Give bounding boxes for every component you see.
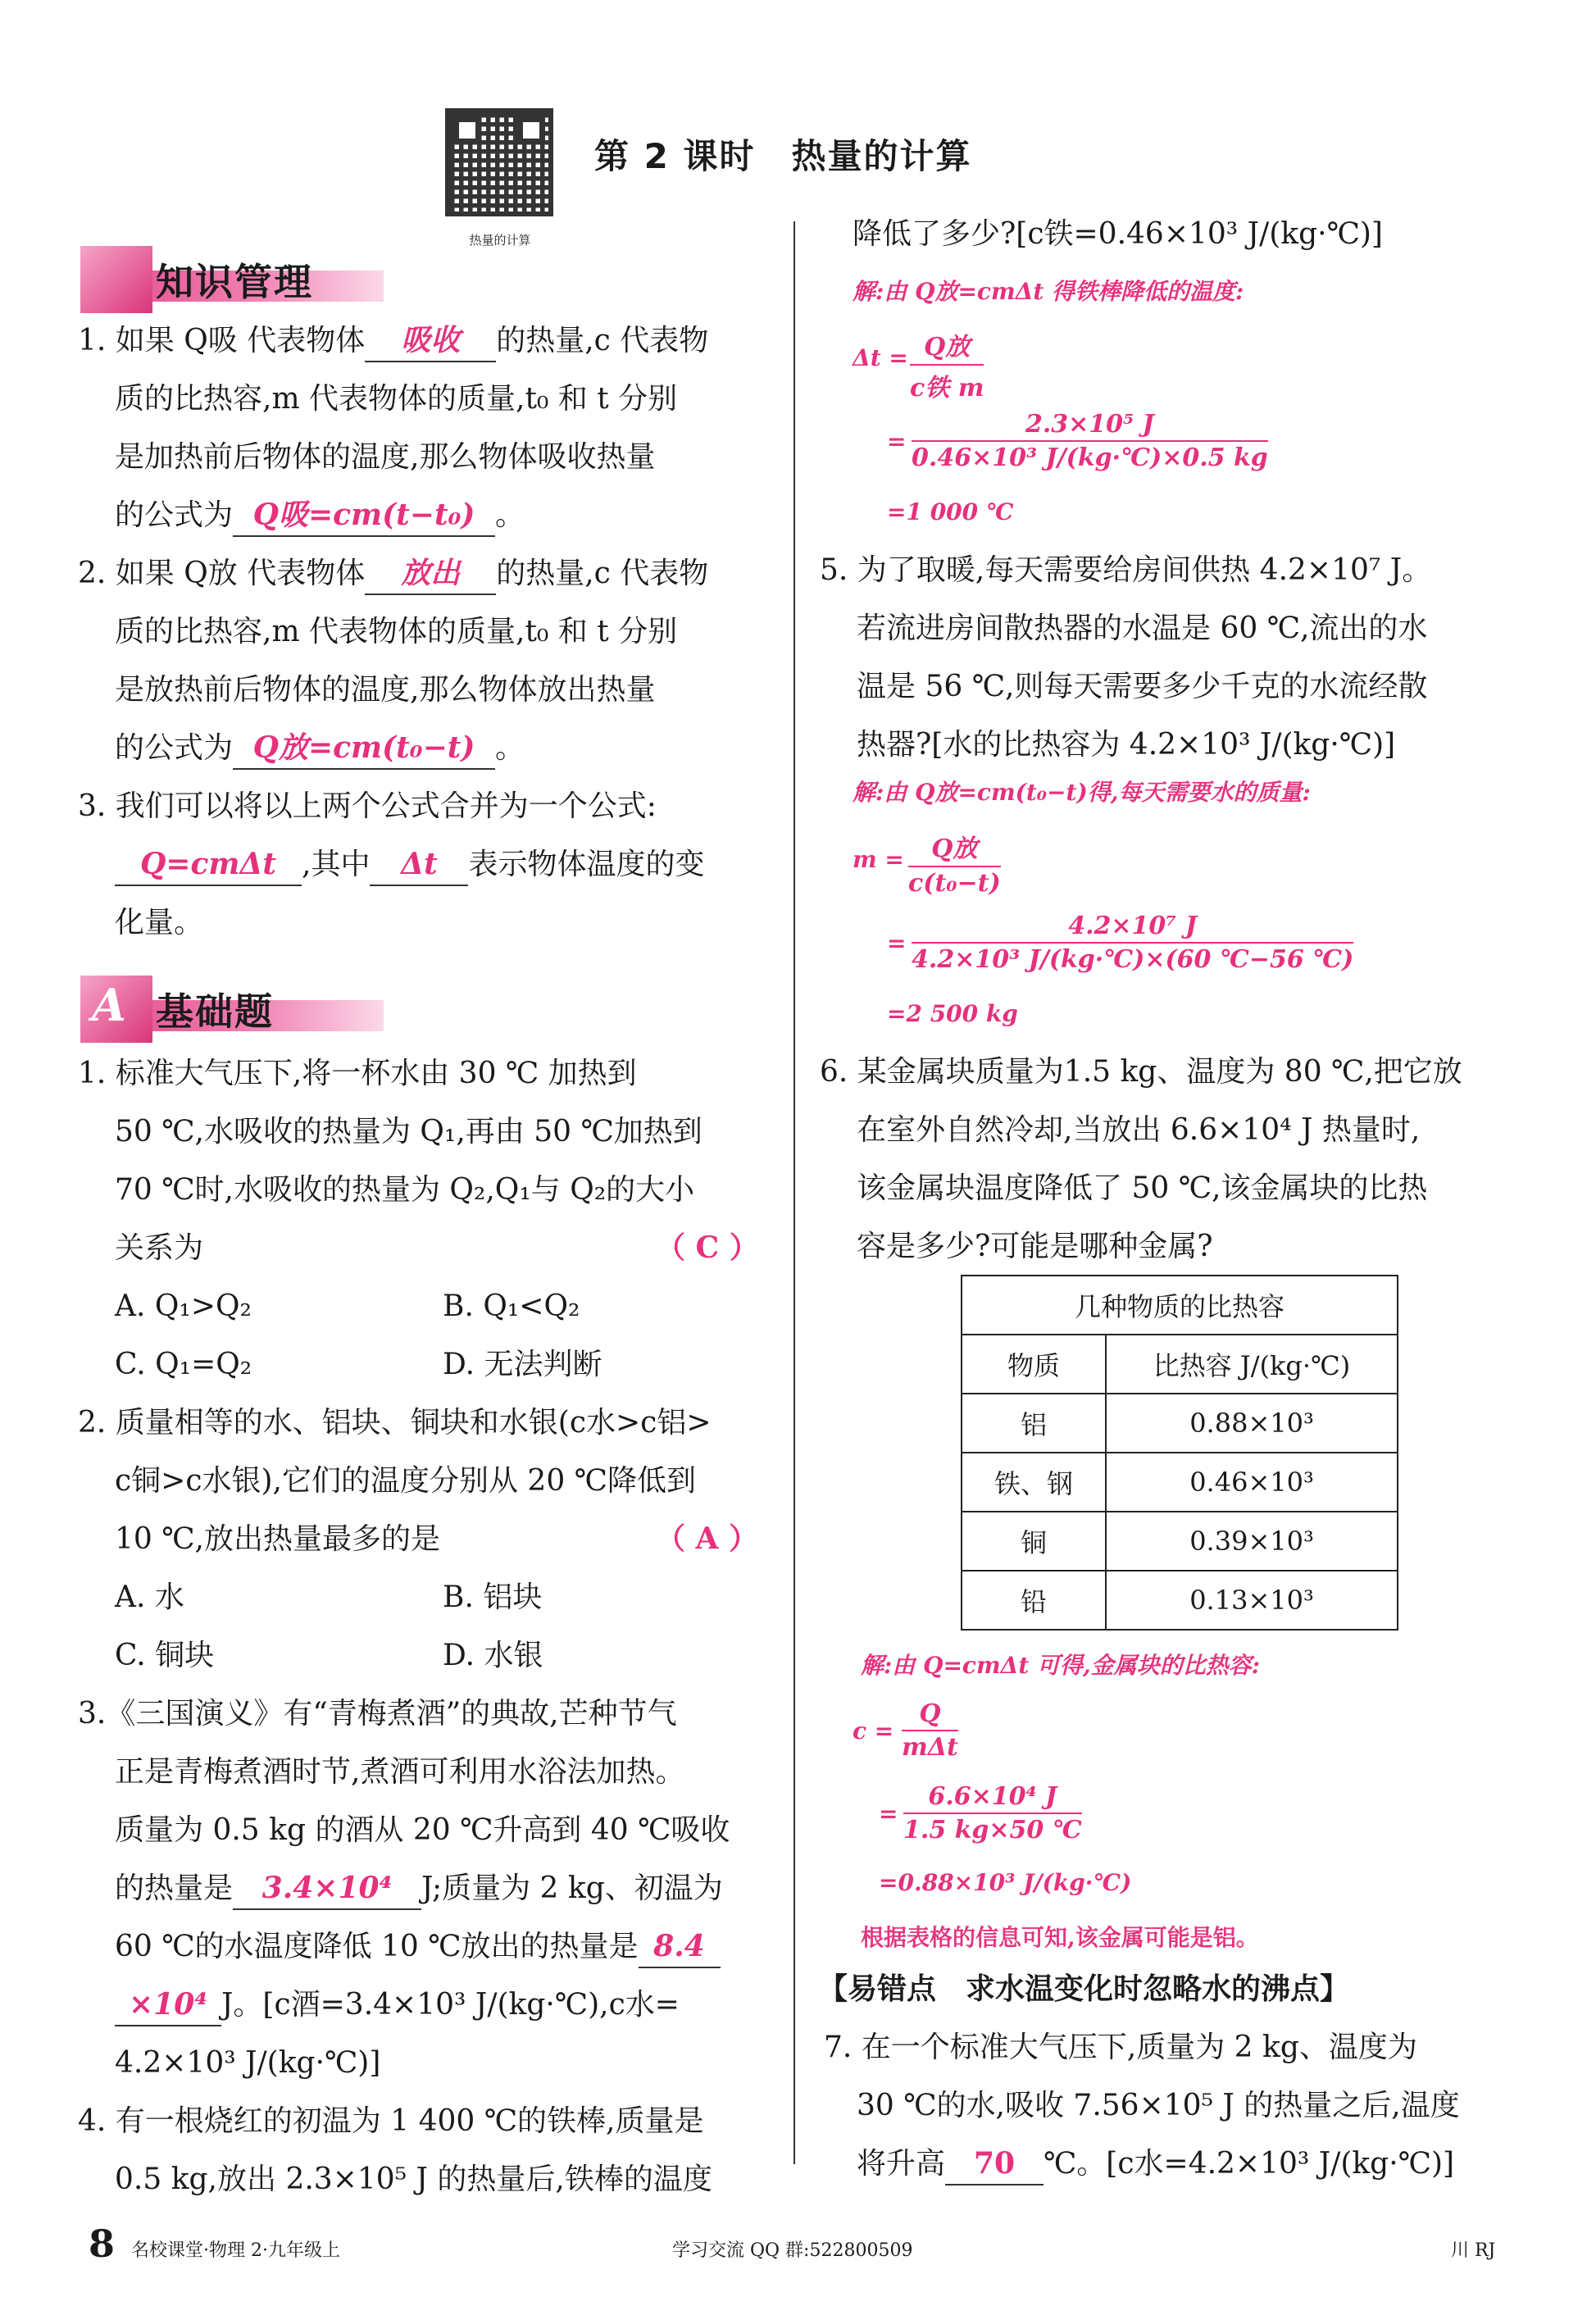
- table-row: 铅 0.13×10³: [962, 1571, 1398, 1630]
- table-row: 铜 0.39×10³: [962, 1512, 1398, 1571]
- b2-line1: 2. 质量相等的水、铝块、铜块和水银(c水>c铝>: [78, 1406, 712, 1440]
- b1-line3: 70 ℃时,水吸收的热量为 Q₂,Q₁与 Q₂的大小: [115, 1173, 695, 1207]
- b5-line4: 热器?[水的比热容为 4.2×10³ J/(kg·℃)]: [857, 728, 1396, 762]
- b6-fraction-1: Q mΔt: [902, 1699, 958, 1762]
- section-basic-letter: A: [92, 979, 126, 1031]
- b7-line3: 将升高 70 ℃。[c水=4.2×10³ J/(kg·℃)]: [857, 2135, 1454, 2193]
- k1-line1: 1. 如果 Q吸 代表物体 吸收 的热量,c 代表物: [78, 312, 708, 370]
- section-knowledge: [80, 246, 408, 313]
- b1-line2: 50 ℃,水吸收的热量为 Q₁,再由 50 ℃加热到: [115, 1115, 703, 1148]
- b5-result: =2 500 kg: [887, 1000, 1018, 1027]
- specific-heat-table: [961, 1275, 1398, 1631]
- b1-line4: 关系为: [115, 1231, 204, 1265]
- b4-line2: 0.5 kg,放出 2.3×10⁵ J 的热量后,铁棒的温度: [115, 2163, 712, 2196]
- b6-line4: 容是多少?可能是哪种金属?: [857, 1230, 1213, 1263]
- k1-line3: 是加热前后物体的温度,那么物体吸收热量: [115, 440, 656, 474]
- b5-formula-lhs: m =: [853, 846, 904, 873]
- b5-line2: 若流进房间散热器的水温是 60 ℃,流出的水: [857, 612, 1428, 645]
- b6-formula-lhs: c =: [853, 1717, 894, 1744]
- error-tip-heading: 【易错点 求水温变化时忽略水的沸点】: [818, 1972, 1350, 2006]
- b2-option-b: B. 铝块: [443, 1581, 543, 1614]
- b3-line4: 的热量是 3.4×10⁴ J;质量为 2 kg、初温为: [115, 1859, 723, 1917]
- k3-line1: 3. 我们可以将以上两个公式合并为一个公式:: [78, 789, 657, 823]
- b3-line2: 正是青梅煮酒时节,煮酒可利用水浴法加热。: [115, 1755, 685, 1789]
- b5-equals: =: [887, 930, 907, 957]
- section-basic-label: 基础题: [156, 989, 274, 1034]
- b6-equals: =: [879, 1800, 898, 1827]
- b1-option-d: D. 无法判断: [443, 1348, 602, 1381]
- b2-answer: （ A ）: [656, 1521, 758, 1556]
- b4-formula-lhs: Δt =: [853, 344, 908, 371]
- k3-line3: 化量。: [115, 906, 204, 939]
- b2-option-d: D. 水银: [443, 1639, 543, 1672]
- b2-option-a: A. 水: [115, 1581, 184, 1614]
- b6-fraction-2: $\frac{\text{6.6×10⁴ J}}{1.5 kg\times 50 ℃}$: [903, 1782, 1082, 1844]
- b3-line6: ×10⁴ J。[c酒=3.4×10³ J/(kg·℃),c水=: [115, 1976, 680, 2034]
- k2-line4: 的公式为 Q放=cm(t₀−t) 。: [115, 719, 525, 777]
- column-divider: [793, 221, 795, 2164]
- b1-answer: （ C ）: [656, 1230, 759, 1265]
- k1-line2: 质的比热容,m 代表物体的质量,t₀ 和 t 分别: [115, 382, 678, 416]
- b6-conclusion: 根据表格的信息可知,该金属可能是铝。: [861, 1924, 1259, 1951]
- table-header: 比热容 J/(kg·℃): [1106, 1335, 1398, 1394]
- b6-line2: 在室外自然冷却,当放出 6.6×10⁴ J 热量时,: [857, 1113, 1421, 1147]
- k3-line2: Q=cmΔt ,其中 Δt 表示物体温度的变: [115, 835, 704, 894]
- b2-line2: c铜>c水银),它们的温度分别从 20 ℃降低到: [115, 1464, 696, 1498]
- k1-line4: 的公式为 Q吸=cm(t−t₀) 。: [115, 486, 525, 544]
- b5-line1: 5. 为了取暖,每天需要给房间供热 4.2×10⁷ J。: [820, 553, 1432, 587]
- b7-line1: 7. 在一个标准大气压下,质量为 2 kg、温度为: [824, 2031, 1417, 2064]
- k2-line1: 2. 如果 Q放 代表物体 放出 的热量,c 代表物: [78, 544, 708, 603]
- edition: 川 RJ: [1451, 2240, 1496, 2261]
- b2-line3: 10 ℃,放出热量最多的是: [115, 1522, 440, 1556]
- b4-solution-intro: 解:由 Q放=cmΔt 得铁棒降低的温度:: [853, 278, 1244, 305]
- b1-line1: 1. 标准大气压下,将一杯水由 30 ℃ 加热到: [78, 1057, 637, 1090]
- b6-solution-intro: 解:由 Q=cmΔt 可得,金属块的比热容:: [861, 1652, 1261, 1679]
- b3-line3: 质量为 0.5 kg 的酒从 20 ℃升高到 40 ℃吸收: [115, 1813, 730, 1847]
- b7-line2: 30 ℃的水,吸收 7.56×10⁵ J 的热量之后,温度: [857, 2089, 1460, 2122]
- section-knowledge-label: 知识管理: [156, 260, 313, 304]
- b6-line1: 6. 某金属块质量为1.5 kg、温度为 80 ℃,把它放: [820, 1055, 1462, 1089]
- b1-option-b: B. Q₁<Q₂: [443, 1289, 580, 1323]
- b1-option-c: C. Q₁=Q₂: [115, 1348, 252, 1381]
- b2-option-c: C. 铜块: [115, 1639, 215, 1672]
- b4-result: =1 000 ℃: [887, 498, 1014, 525]
- b3-line1: 3.《三国演义》有“青梅煮酒”的典故,芒种节气: [78, 1697, 677, 1731]
- b4-fraction-1: Q放 c铁 m: [910, 326, 984, 403]
- k2-line2: 质的比热容,m 代表物体的质量,t₀ 和 t 分别: [115, 615, 678, 648]
- qq-group: 学习交流 QQ 群:522800509: [672, 2240, 913, 2261]
- b6-line3: 该金属块温度降低了 50 ℃,该金属块的比热: [857, 1171, 1428, 1205]
- b4-fraction-2: $\frac{\text{2.3×10⁵ J}}{\text{0.46×10³ J/(kg·℃)×0.5 kg}}$: [912, 410, 1268, 472]
- qr-code-icon: [445, 108, 553, 216]
- lesson-title: 第 2 课时 热量的计算: [594, 136, 972, 176]
- b5-fraction-2: $\frac{\text{4.2×10⁷ J}}{\text{4.2×10³ J/(kg·℃)×(60 ℃−56 ℃)}}$: [912, 912, 1354, 974]
- qr-caption: 热量的计算: [469, 233, 531, 248]
- b5-solution-intro: 解:由 Q放=cm(t₀−t)得,每天需要水的质量:: [853, 779, 1311, 806]
- b1-option-a: A. Q₁>Q₂: [115, 1289, 252, 1323]
- b5-fraction-1: Q放 c(t₀−t): [908, 828, 1001, 898]
- table-header: 物质: [962, 1335, 1106, 1394]
- b4-equals: =: [887, 428, 907, 455]
- table-row: 铝 0.88×10³: [962, 1394, 1398, 1453]
- b4-line3: 降低了多少?[c铁=0.46×10³ J/(kg·℃)]: [853, 217, 1383, 251]
- b3-line5: 60 ℃的水温度降低 10 ℃放出的热量是 8.4: [115, 1917, 721, 1976]
- b5-line3: 温是 56 ℃,则每天需要多少千克的水流经散: [857, 670, 1428, 703]
- b3-line7: 4.2×10³ J/(kg·℃)]: [115, 2046, 381, 2080]
- section-basic: [80, 976, 408, 1043]
- table-row: 铁、钢 0.46×10³: [962, 1453, 1398, 1512]
- table-caption: 几种物质的比热容: [962, 1276, 1398, 1335]
- page-number: 8: [89, 2222, 116, 2266]
- book-title: 名校课堂·物理 2·九年级上: [131, 2240, 340, 2261]
- b4-line1: 4. 有一根烧红的初温为 1 400 ℃的铁棒,质量是: [78, 2104, 704, 2138]
- k2-line3: 是放热前后物体的温度,那么物体放出热量: [115, 673, 656, 707]
- b6-result: =0.88×10³ J/(kg·℃): [879, 1869, 1132, 1896]
